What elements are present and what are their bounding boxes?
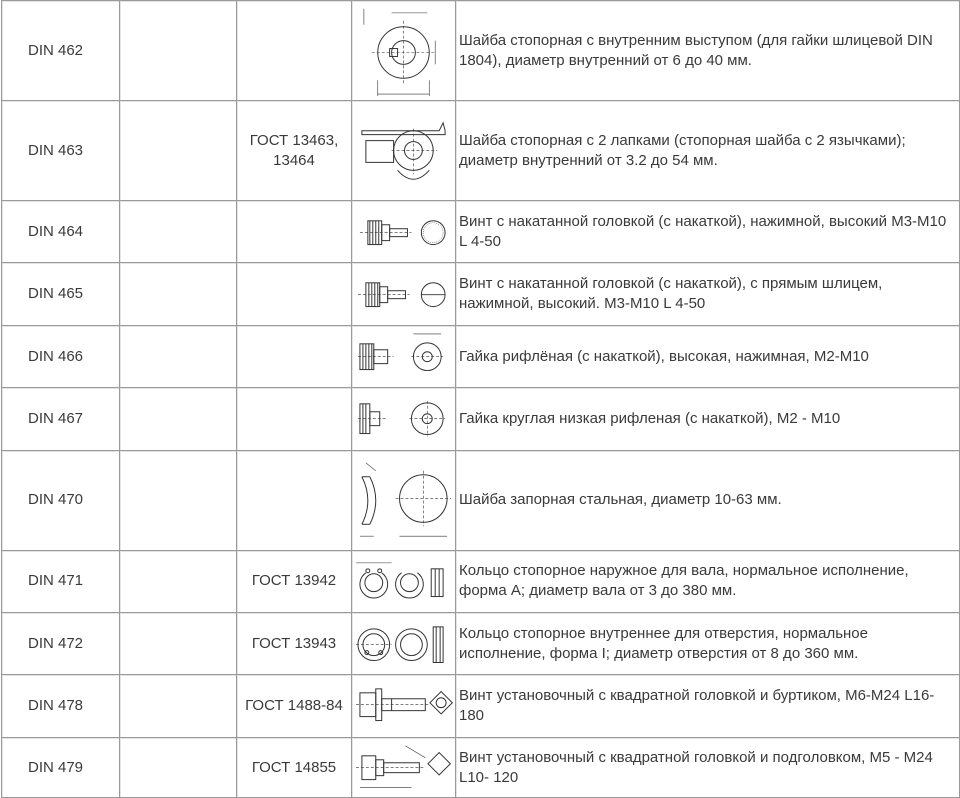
table-row: [2, 263, 960, 325]
din-number: DIN 465: [2, 263, 120, 325]
lock-washer-internal-tab-drawing: [352, 1, 455, 100]
table-row: [2, 201, 960, 263]
gost-number: [237, 451, 352, 551]
gost-number: [237, 388, 352, 450]
table-row: [2, 101, 960, 201]
drawing-cell: [352, 551, 456, 613]
alt-standard: [120, 101, 237, 201]
description: Гайка круглая низкая рифленая (с накаткой), M2 - M10: [456, 388, 960, 450]
din-number: DIN 478: [2, 675, 120, 737]
gost-number: ГОСТ 13943: [237, 613, 352, 675]
description: Кольцо стопорное внутреннее для отверстия, нормальное исполнение, форма I; диаметр отверстия от 8 до 360 мм.: [456, 613, 960, 675]
alt-standard: [120, 738, 237, 798]
table-row: [2, 613, 960, 675]
external-retaining-ring-drawing: [352, 551, 455, 612]
description: Винт установочный с квадратной головкой и буртиком, M6-M24 L16-180: [456, 675, 960, 737]
din-number: DIN 466: [2, 326, 120, 388]
gost-number: [237, 326, 352, 388]
table-row: [2, 738, 960, 798]
description: Шайба стопорная с внутренним выступом (для гайки шлицевой DIN 1804), диаметр внутренний от 6 до 40 мм.: [456, 1, 960, 101]
table-row: [2, 326, 960, 388]
gost-number: ГОСТ 14855: [237, 738, 352, 798]
alt-standard: [120, 263, 237, 325]
alt-standard: [120, 613, 237, 675]
knurled-nut-high-drawing: [352, 326, 455, 387]
description: Винт с накатанной головкой (с накаткой), нажимной, высокий M3-M10 L 4-50: [456, 201, 960, 263]
drawing-cell: [352, 201, 456, 263]
gost-number: [237, 201, 352, 263]
internal-retaining-ring-drawing: [352, 613, 455, 674]
drawing-cell: [352, 263, 456, 325]
gost-number: ГОСТ 1488-84: [237, 675, 352, 737]
alt-standard: [120, 451, 237, 551]
table-row: [2, 675, 960, 737]
description: Винт установочный с квадратной головкой и подголовком, M5 - M24 L10- 120: [456, 738, 960, 798]
alt-standard: [120, 675, 237, 737]
din-number: DIN 462: [2, 1, 120, 101]
knurled-slotted-screw-drawing: [352, 263, 455, 324]
drawing-cell: [352, 451, 456, 551]
description: Винт с накатанной головкой (с накаткой), с прямым шлицем, нажимной, высокий. M3-M10 L 4-50: [456, 263, 960, 325]
drawing-cell: [352, 675, 456, 737]
alt-standard: [120, 326, 237, 388]
table-row: [2, 388, 960, 450]
table-row: [2, 1, 960, 101]
din-standards-table: [1, 0, 960, 798]
gost-number: ГОСТ 13942: [237, 551, 352, 613]
din-number: DIN 472: [2, 613, 120, 675]
drawing-cell: [352, 1, 456, 101]
drawing-cell: [352, 101, 456, 201]
description: Шайба стопорная с 2 лапками (стопорная шайба с 2 язычками); диаметр внутренний от 3.2 до 54 мм.: [456, 101, 960, 201]
gost-number: [237, 1, 352, 101]
sealing-washer-drawing: [352, 451, 455, 550]
square-head-collar-screw-drawing: [352, 675, 455, 736]
din-number: DIN 470: [2, 451, 120, 551]
din-number: DIN 463: [2, 101, 120, 201]
drawing-cell: [352, 326, 456, 388]
drawing-cell: [352, 613, 456, 675]
din-number: DIN 464: [2, 201, 120, 263]
table-row: [2, 551, 960, 613]
lock-washer-two-tabs-drawing: [352, 101, 455, 200]
din-number: DIN 479: [2, 738, 120, 798]
din-number: DIN 467: [2, 388, 120, 450]
gost-number: ГОСТ 13463, 13464: [237, 101, 352, 201]
description: Гайка рифлёная (с накаткой), высокая, нажимная, M2-M10: [456, 326, 960, 388]
alt-standard: [120, 388, 237, 450]
din-number: DIN 471: [2, 551, 120, 613]
alt-standard: [120, 551, 237, 613]
drawing-cell: [352, 388, 456, 450]
description: Кольцо стопорное наружное для вала, нормальное исполнение, форма А; диаметр вала от 3 до 380 мм.: [456, 551, 960, 613]
alt-standard: [120, 201, 237, 263]
description: Шайба запорная стальная, диаметр 10-63 мм.: [456, 451, 960, 551]
table-row: [2, 451, 960, 551]
square-head-shoulder-screw-drawing: [352, 738, 455, 797]
alt-standard: [120, 1, 237, 101]
knurled-nut-low-drawing: [352, 388, 455, 449]
drawing-cell: [352, 738, 456, 798]
knurled-thumb-screw-drawing: [352, 201, 455, 262]
gost-number: [237, 263, 352, 325]
